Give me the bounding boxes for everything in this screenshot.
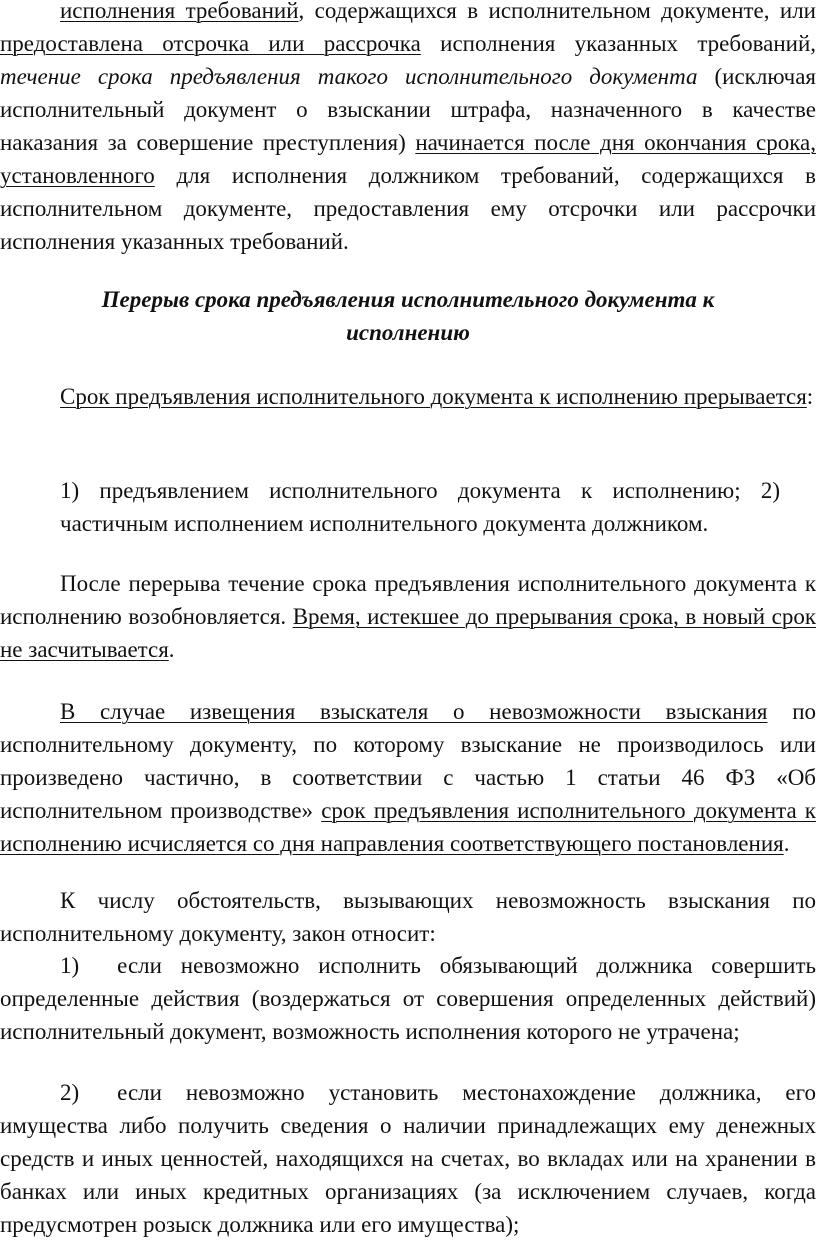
heading-line-1: Перерыв срока предъявления исполнительного документа к (101, 287, 715, 312)
paragraph-resumption (0, 567, 816, 666)
paragraph-interruption-grounds (60, 474, 780, 540)
underlined-phrase: начинается после дня окончания срока, установленного (0, 130, 816, 188)
paragraph-circumstances-intro (0, 884, 816, 950)
underlined-phrase: предоставлена отсрочка или рассрочка (0, 31, 421, 56)
underlined-phrase: Время, истекшее до прерывания срока, в новый срок не засчитывается (0, 604, 816, 662)
heading-line-2: исполнению (346, 320, 470, 345)
underlined-phrase: срок предъявления исполнительного документа к исполнению исчисляется со дня направления соответствующего постановления (0, 798, 816, 856)
italic-phrase: течение срока предъявления такого исполнительного документа (0, 64, 698, 89)
text-run: К числу обстоятельств, вызывающих невозможность взыскания по исполнительному документу, закон относит: (0, 888, 816, 946)
text-run: . (783, 831, 790, 856)
underlined-phrase: В случае извещения взыскателя о невозможности взыскания (60, 699, 768, 724)
text-run: 1) предъявлением исполнительного документа к исполнению; 2) частичным исполнением исполнительного документа должником. (60, 478, 780, 536)
text-run: , содержащихся в исполнительном документе, или (298, 0, 816, 23)
list-item-1 (0, 949, 816, 1048)
text-run: . (168, 637, 175, 662)
list-item-text: если невозможно исполнить обязывающий должника совершить определенные действия (воздержаться от совершения определенных действий) исполнительный документ, возможность исполнения которого не утрачена; (0, 953, 816, 1044)
list-item-2 (0, 1076, 816, 1241)
text-run: для исполнения должником требований, содержащихся в исполнительном документе, предоставления ему отсрочки или рассрочки исполнения указанных требований. (0, 163, 816, 254)
paragraph-impossibility-notice (0, 695, 816, 860)
text-run: После перерыва течение срока предъявления исполнительного документа к исполнению возобновляется. (0, 571, 816, 629)
paragraph-interruption (0, 380, 816, 413)
text-run: : (806, 384, 814, 409)
section-heading (0, 283, 816, 349)
list-item-number: 2) (60, 1080, 80, 1105)
list-item-text: если невозможно установить местонахождение должника, его имущества либо получить сведения о наличии принадлежащих ему денежных средств и иных ценностей, находящихся на счетах, во вкладах или на хранении в банках или иных кредитных организациях (за исключением случаев, когда предусмотрен розыск должника или его имущества); (0, 1080, 816, 1237)
text-run: (исключая исполнительный документ о взыскании штрафа, назначенного в качестве наказания за совершение преступления) (0, 64, 816, 155)
paragraph-term-start (0, 0, 816, 258)
underlined-phrase: исполнения требований (60, 0, 299, 23)
list-item-number: 1) (60, 953, 80, 978)
text-run: по исполнительному документу, по которому взыскание не производилось или произведено частично, в соответствии с частью 1 статьи 46 ФЗ «Об исполнительном производстве» (0, 699, 816, 823)
underlined-phrase: Срок предъявления исполнительного документа к исполнению прерывается (60, 384, 807, 409)
text-run: исполнения указанных требований, (420, 31, 816, 56)
